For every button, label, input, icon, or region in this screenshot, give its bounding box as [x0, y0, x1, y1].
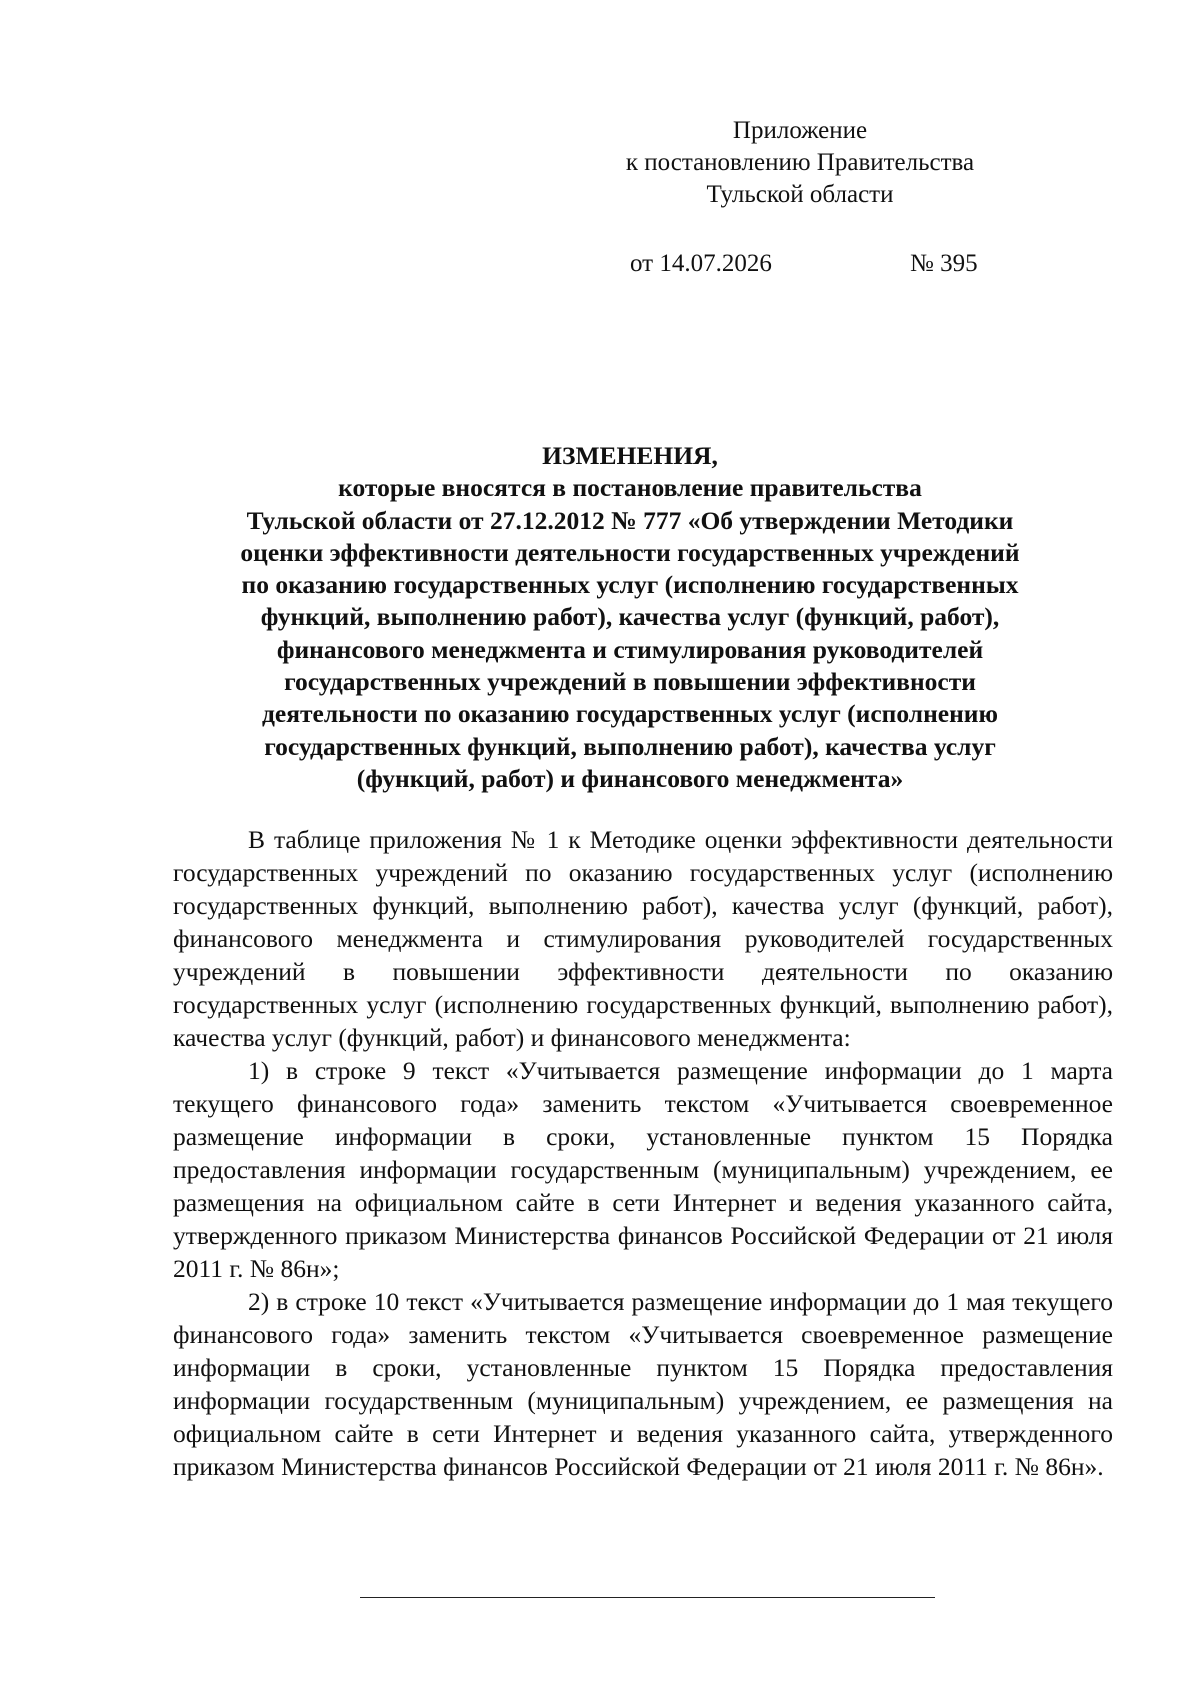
- title-line: государственных функций, выполнению работ), качества услуг: [264, 731, 996, 761]
- title-line: которые вносятся в постановление правительства: [338, 473, 922, 503]
- document-title: [160, 440, 1100, 795]
- document-number: № 395: [910, 250, 978, 277]
- document-date: от 14.07.2026: [630, 250, 772, 277]
- title-line: Тульской области от 27.12.2012 № 777 «Об утверждении Методики: [246, 505, 1014, 535]
- appendix-line: Тульской области: [706, 181, 894, 208]
- document-body: [173, 823, 1113, 1483]
- title-line: оценки эффективности деятельности государственных учреждений: [240, 537, 1020, 567]
- appendix-line: к постановлению Правительства: [625, 149, 975, 176]
- appendix-header: [560, 115, 1040, 211]
- title-line: по оказанию государственных услуг (исполнению государственных: [241, 570, 1019, 600]
- amendment-item-2: 2) в строке 10 текст «Учитывается размещение информации до 1 мая текущего финансового года» заменить текстом «Учитывается своевременное размещение информации в сроки, установленные пунктом 15 Порядка предоставления информации государственным (муниципальным) учреждением, ее размещения на официальном сайте в сети Интернет и ведения указанного сайта, утвержденного приказом Министерства финансов Российской Федерации от 21 июля 2011 г. № 86н».: [173, 1287, 1113, 1481]
- title-line: финансового менеджмента и стимулирования руководителей: [276, 634, 984, 664]
- title-line: деятельности по оказанию государственных услуг (исполнению: [262, 699, 998, 729]
- end-divider: [360, 1597, 935, 1598]
- amendment-item-1: 1) в строке 9 текст «Учитывается размещение информации до 1 марта текущего финансового года» заменить текстом «Учитывается своевременное размещение информации в сроки, установленные пунктом 15 Порядка предоставления информации государственным (муниципальным) учреждением, ее размещения на официальном сайте в сети Интернет и ведения указанного сайта, утвержденного приказом Министерства финансов Российской Федерации от 21 июля 2011 г. № 86н»;: [173, 1056, 1113, 1283]
- title-line: функций, выполнению работ), качества услуг (функций, работ),: [260, 602, 1000, 632]
- title-line: (функций, работ) и финансового менеджмента»: [356, 763, 904, 793]
- intro-paragraph: В таблице приложения № 1 к Методике оценки эффективности деятельности государственных учреждений по оказанию государственных услуг (исполнению государственных функций, выполнению работ), качества услуг (функций, работ), финансового менеджмента и стимулирования руководителей государственных учреждений в повышении эффективности деятельности по оказанию государственных услуг (исполнению государственных функций, выполнению работ), качества услуг (функций, работ) и финансового менеджмента:: [173, 825, 1113, 1052]
- title-line: ИЗМЕНЕНИЯ,: [542, 441, 718, 470]
- appendix-line: Приложение: [732, 117, 868, 144]
- title-line: государственных учреждений в повышении эффективности: [284, 667, 976, 697]
